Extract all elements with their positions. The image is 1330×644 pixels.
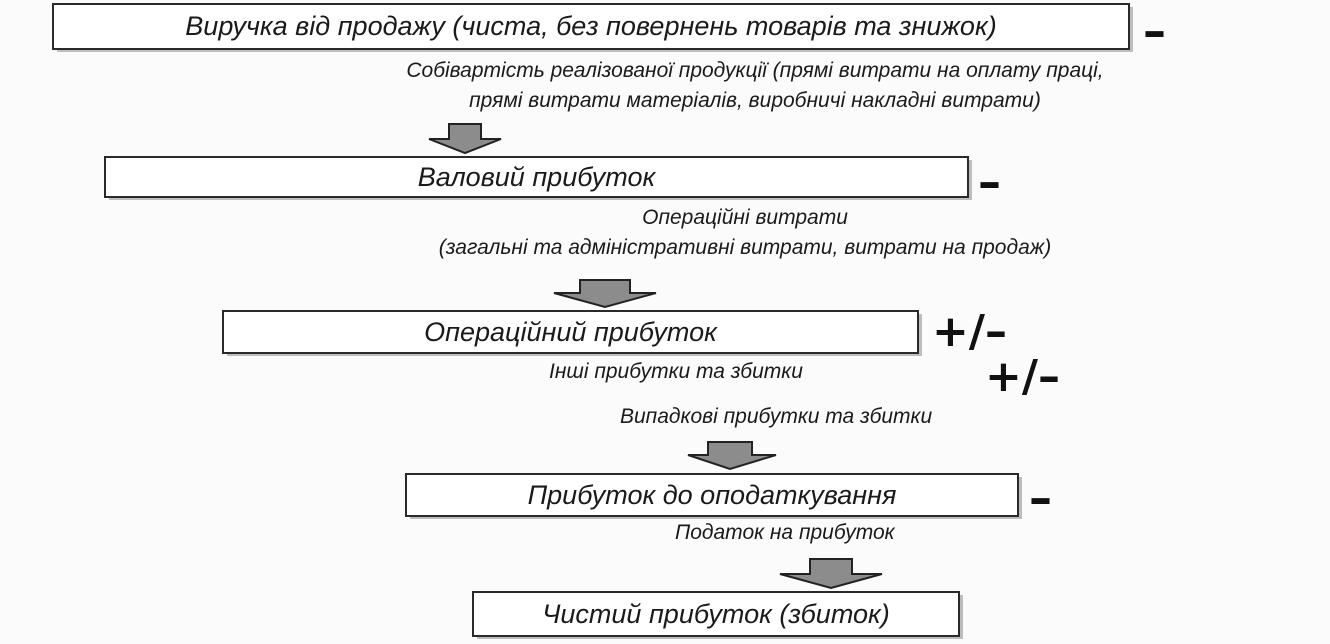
down-arrow-2 — [550, 279, 660, 309]
gross-profit-box — [104, 156, 969, 198]
other-income-note: Інші прибутки та збитки — [549, 360, 803, 383]
plus-minus-operator-1: +/– — [932, 306, 1007, 357]
net-profit-box — [472, 591, 960, 637]
cogs-note-line1: Собівартість реалізованої продукції (прямі витрати на оплату праці, — [406, 59, 1104, 82]
minus-operator-3: – — [1029, 471, 1052, 525]
opex-note-line1: Операційні витрати — [642, 206, 848, 229]
pretax-profit-box — [405, 473, 1019, 517]
cogs-note-line2: прямі витрати матеріалів, виробничі накладні витрати) — [469, 89, 1041, 112]
opex-note — [250, 203, 1240, 263]
revenue-box — [52, 3, 1130, 50]
gross-profit-label: Валовий прибуток — [417, 161, 656, 192]
pretax-profit-label: Прибуток до оподаткування — [527, 479, 897, 510]
revenue-label: Виручка від продажу (чиста, без повернень товарів та знижок) — [185, 11, 997, 41]
operating-profit-label: Операційний прибуток — [424, 316, 717, 347]
down-arrow-1 — [425, 123, 505, 155]
extraordinary-note: Випадкові прибутки та збитки — [620, 405, 933, 428]
operating-profit-box — [222, 310, 919, 354]
opex-note-line2: (загальні та адміністративні витрати, витрати на продаж) — [438, 236, 1052, 259]
down-arrow-4 — [776, 558, 886, 590]
net-profit-label: Чистий прибуток (збиток) — [542, 598, 890, 629]
down-arrow-3 — [684, 441, 780, 471]
plus-minus-operator-2: +/– — [985, 351, 1060, 402]
tax-note: Податок на прибуток — [675, 521, 895, 544]
minus-operator-1: – — [1143, 4, 1166, 58]
minus-operator-2: – — [978, 155, 1001, 209]
cogs-note — [200, 56, 1310, 116]
